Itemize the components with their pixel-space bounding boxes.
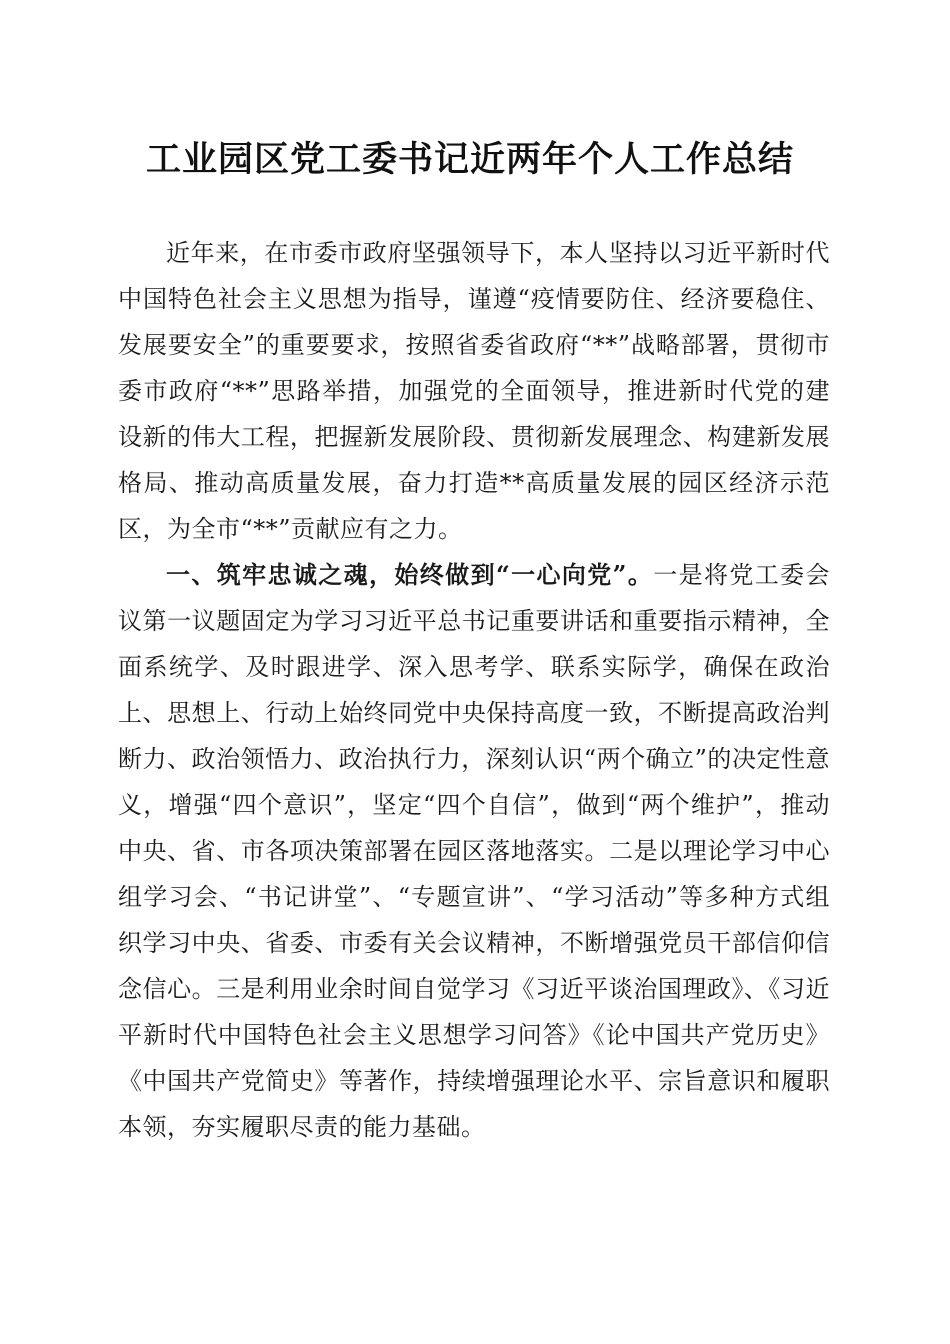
section-1-body: 一是将党工委会议第一议题固定为学习习近平总书记重要讲话和重要指示精神，全面系统学、及时跟进学、深入思考学、联系实际学，确保在政治上、思想上、行动上始终同党中央保持高度一致，不断提高政治判断力、政治领悟力、政治执行力，深刻认识“两个确立”的决定性意义，增强“四个意识”，坚定“四个自信”，做到“两个维护”，推动中央、省、市各项决策部署在园区落地落实。二是以理论学习中心组学习会、“书记讲堂”、“专题宣讲”、“学习活动”等多种方式组织学习中央、省委、市委有关会议精神，不断增强党员干部信仰信念信心。三是利用业余时间自觉学习《习近平谈治国理政》、《习近平新时代中国特色社会主义思想学习问答》《论中国共产党历史》《中国共产党简史》等著作，持续增强理论水平、宗旨意识和履职本领，夯实履职尽责的能力基础。 xyxy=(118,561,831,1141)
document-body xyxy=(118,230,830,1150)
section-1-paragraph xyxy=(118,552,830,1150)
section-1-heading: 一、筑牢忠诚之魂，始终做到“一心向党”。 xyxy=(166,560,654,589)
intro-paragraph: 近年来，在市委市政府坚强领导下，本人坚持以习近平新时代中国特色社会主义思想为指导，谨遵“疫情要防住、经济要稳住、发展要安全”的重要要求，按照省委省政府“**”战略部署，贯彻市委市政府“**”思路举措，加强党的全面领导，推进新时代党的建设新的伟大工程，把握新发展阶段、贯彻新发展理念、构建新发展格局、推动高质量发展，奋力打造**高质量发展的园区经济示范区，为全市“**”贡献应有之力。 xyxy=(118,239,830,543)
document-title: 工业园区党工委书记近两年个人工作总结 xyxy=(145,139,794,180)
